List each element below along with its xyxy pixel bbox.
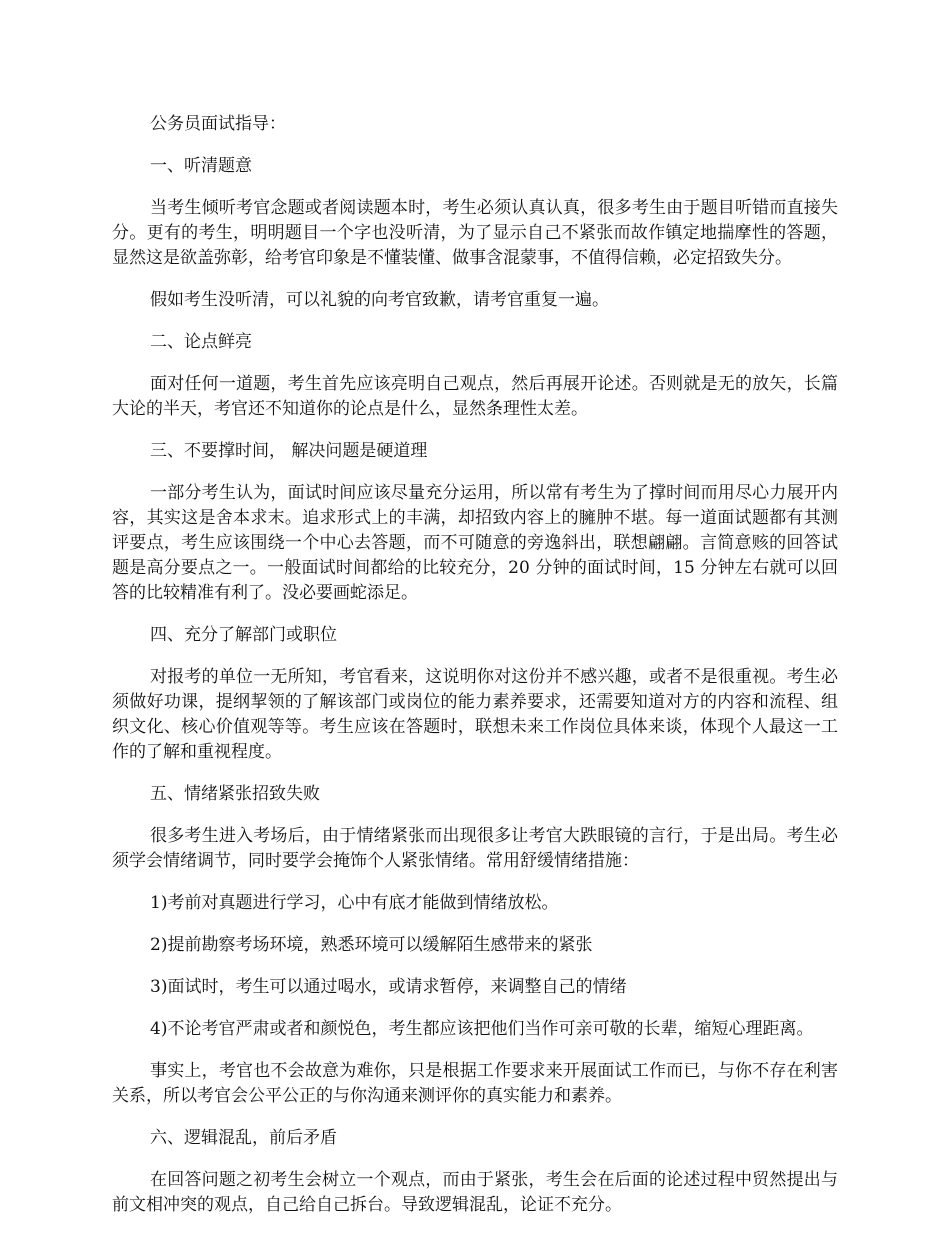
list-item: 3)面试时，考生可以通过喝水，或请求暂停，来调整自己的情绪 <box>150 977 627 997</box>
section-5 <box>112 782 838 1109</box>
paragraph: 在回答问题之初考生会树立一个观点，而由于紧张，考生会在后面的论述过程中贸然提出与前文相冲突的观点，自己给自己拆台。导致逻辑混乱，论证不充分。 <box>112 1170 838 1215</box>
paragraph: 当考生倾听考官念题或者阅读题本时，考生必须认真认真，很多考生由于题目听错而直接失分。更有的考生，明明题目一个字也没听清，为了显示自己不紧张而故作镇定地揣摩性的答题，显然这是欲盖弥彰，给考官印象是不懂装懂、做事含混蒙事，不值得信赖，必定招致失分。 <box>112 198 838 268</box>
paragraph: 假如考生没听清，可以礼貌的向考官致歉，请考官重复一遍。 <box>150 290 609 310</box>
paragraph: 面对任何一道题，考生首先应该亮明自己观点，然后再展开论述。否则就是无的放矢，长篇大论的半天，考官还不知道你的论点是什么，显然条理性太差。 <box>112 374 838 419</box>
document-body <box>112 112 838 1235</box>
paragraph: 很多考生进入考场后，由于情绪紧张而出现很多让考官大跌眼镜的言行，于是出局。考生必须学会情绪调节，同时要学会掩饰个人紧张情绪。常用舒缓情绪措施： <box>112 826 838 871</box>
list-item: 2)提前勘察考场环境，熟悉环境可以缓解陌生感带来的紧张 <box>150 935 593 955</box>
section-heading: 四、充分了解部门或职位 <box>150 625 337 645</box>
section-heading: 一、听清题意 <box>150 156 252 176</box>
document-title: 公务员面试指导： <box>150 114 286 134</box>
paragraph: 一部分考生认为，面试时间应该尽量充分运用，所以常有考生为了撑时间而用尽心力展开内容，其实这是舍本求末。追求形式上的丰满，却招致内容上的臃肿不堪。每一道面试题都有其测评要点，考生应该围绕一个中心去答题，而不可随意的旁逸斜出，联想翩翩。言简意赅的回答试题是高分要点之一。一般面试时间都给的比较充分，20 分钟的面试时间，15 分钟左右就可以回答的比较精准有利了。没必要画蛇添足。 <box>112 483 838 603</box>
section-1 <box>112 154 838 313</box>
section-heading: 六、逻辑混乱，前后矛盾 <box>150 1128 337 1148</box>
section-2 <box>112 330 838 422</box>
list-item: 4)不论考官严肃或者和颜悦色，考生都应该把他们当作可亲可敬的长辈，缩短心理距离。 <box>150 1019 814 1039</box>
section-4 <box>112 623 838 765</box>
list-item: 1)考前对真题进行学习，心中有底才能做到情绪放松。 <box>150 893 559 913</box>
section-6 <box>112 1126 838 1218</box>
paragraph: 对报考的单位一无所知，考官看来，这说明你对这份并不感兴趣，或者不是很重视。考生必须做好功课，提纲挈领的了解该部门或岗位的能力素养要求，还需要知道对方的内容和流程、组织文化、核心价值观等等。考生应该在答题时，联想未来工作岗位具体来谈，体现个人最这一工作的了解和重视程度。 <box>112 667 838 762</box>
section-heading: 二、论点鲜亮 <box>150 332 252 352</box>
paragraph: 事实上，考官也不会故意为难你，只是根据工作要求来开展面试工作而已，与你不存在利害关系，所以考官会公平公正的与你沟通来测评你的真实能力和素养。 <box>112 1061 838 1106</box>
section-3 <box>112 439 838 606</box>
section-heading: 三、不要撑时间， 解决问题是硬道理 <box>150 441 428 461</box>
section-heading: 五、情绪紧张招致失败 <box>150 784 320 804</box>
